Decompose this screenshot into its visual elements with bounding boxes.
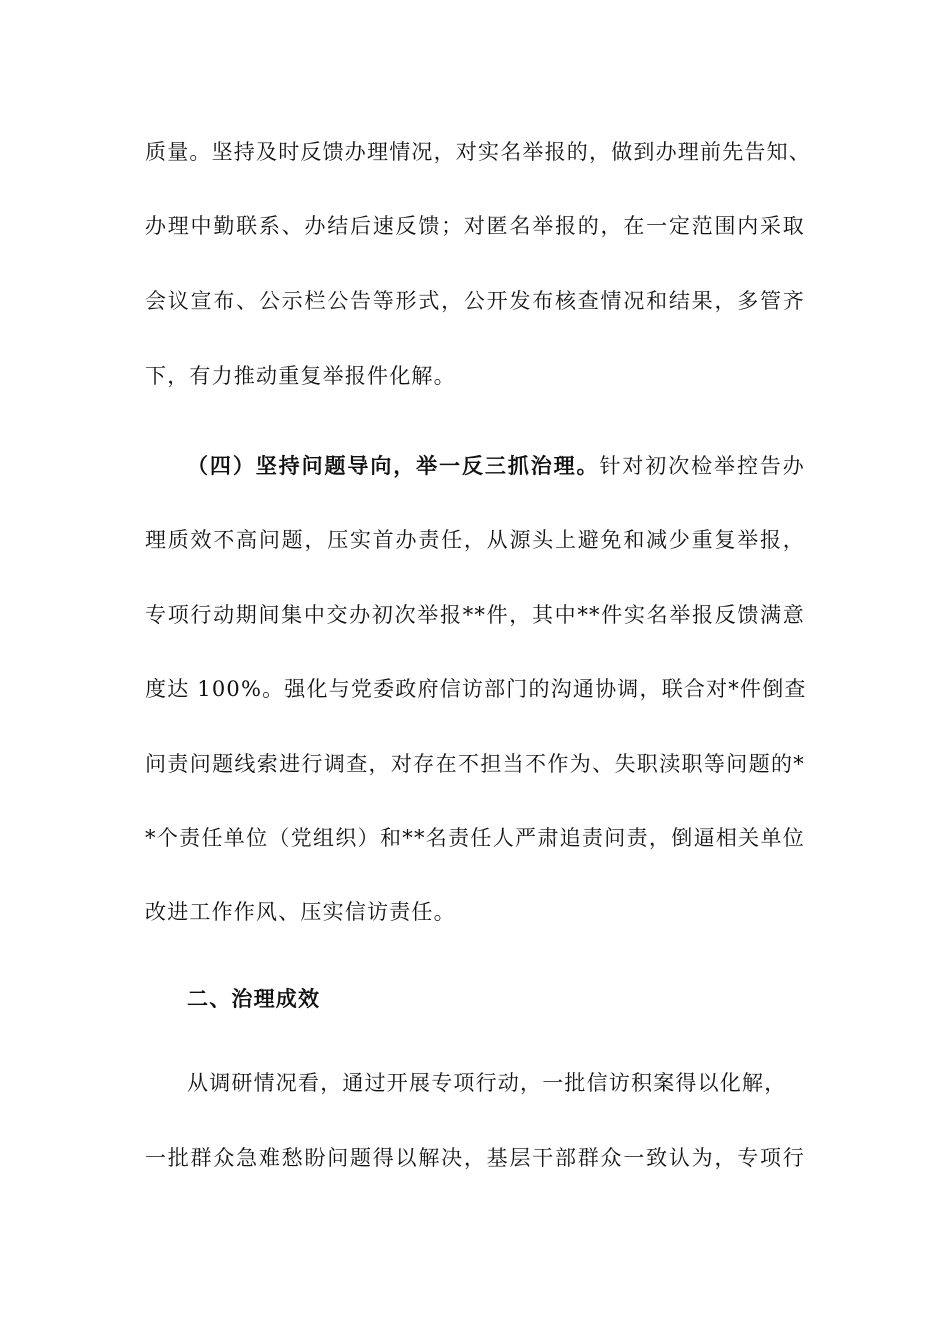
- para2-line-5: 问责问题线索进行调查，对存在不担当不作为、失职渎职等问题的*: [145, 752, 805, 776]
- para1-line-1: 质量。坚持及时反馈办理情况，对实名举报的，做到办理前先告知、: [145, 140, 811, 164]
- para2-line-6: *个责任单位（党组织）和**名责任人严肃追责问责，倒逼相关单位: [145, 826, 805, 850]
- para1-line-2: 办理中勤联系、办结后速反馈；对匿名举报的，在一定范围内采取: [145, 214, 805, 238]
- para2-line-7: 改进工作作风、压实信访责任。: [145, 900, 456, 924]
- para3-line-1: 从调研情况看，通过开展专项行动，一批信访积案得以化解，: [187, 1071, 787, 1095]
- para1-line-3: 会议宣布、公示栏公告等形式，公开发布核查情况和结果，多管齐: [145, 289, 805, 313]
- para1-line-4: 下，有力推动重复举报件化解。: [145, 364, 456, 388]
- para2-line-4: 度达 100%。强化与党委政府信访部门的沟通协调，联合对*件倒查: [145, 677, 807, 701]
- para2-lead-bold: （四）坚持问题导向，举一反三抓治理。: [187, 453, 600, 478]
- para3-line-2: 一批群众急难愁盼问题得以解决，基层干部群众一致认为，专项行: [145, 1146, 805, 1170]
- para2-line-3: 专项行动期间集中交办初次举报**件，其中**件实名举报反馈满意: [145, 603, 805, 627]
- para2-lead-rest: 针对初次检举控告办: [599, 454, 805, 478]
- para2-line-1: [187, 451, 805, 481]
- para2-line-2: 理质效不高问题，压实首办责任，从源头上避免和减少重复举报，: [145, 528, 805, 552]
- section-heading: 二、治理成效: [187, 986, 321, 1011]
